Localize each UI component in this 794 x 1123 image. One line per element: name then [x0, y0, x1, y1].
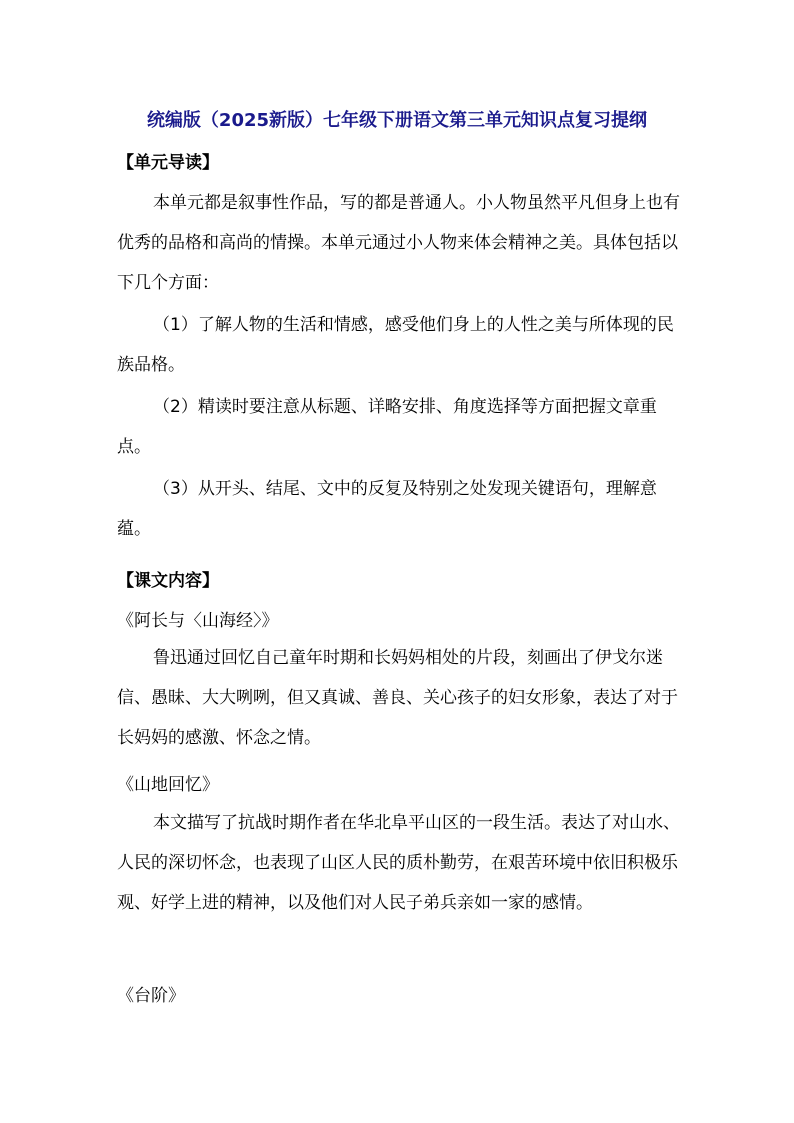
- section-heading-lesson-content: 【课文内容】: [117, 571, 219, 591]
- lesson-text-2: 本文描写了抗战时期作者在华北阜平山区的一段生活。表达了对山水、人民的深切怀念，也表现了山区人民的质朴勤劳，在艰苦环境中依旧积极乐观、好学上进的精神，以及他们对人民子弟兵亲如一家的感情。: [117, 813, 680, 913]
- unit-guide-point-1: （1）了解人物的生活和情感，感受他们身上的人性之美与所体现的民族品格。: [117, 315, 674, 375]
- document-title: 统编版（2025新版）七年级下册语文第三单元知识点复习提纲: [146, 110, 648, 131]
- lesson-title-2: 《山地回忆》: [117, 775, 219, 795]
- lesson-title-3: 《台阶》: [117, 986, 185, 1006]
- unit-guide-intro: 本单元都是叙事性作品，写的都是普通人。小人物虽然平凡但身上也有优秀的品格和高尚的情操。本单元通过小人物来体会精神之美。具体包括以下几个方面：: [117, 193, 680, 293]
- lesson-title-1: 《阿长与〈山海经〉》: [117, 611, 279, 631]
- section-heading-unit-guide: 【单元导读】: [117, 153, 219, 173]
- unit-guide-point-3: （3）从开头、结尾、文中的反复及特别之处发现关键语句，理解意蕴。: [117, 479, 657, 539]
- lesson-text-1: 鲁迅通过回忆自己童年时期和长妈妈相处的片段，刻画出了伊戈尔迷信、愚昧、大大咧咧，但又真诚、善良、关心孩子的妇女形象，表达了对于长妈妈的感激、怀念之情。: [117, 648, 678, 748]
- unit-guide-point-2: （2）精读时要注意从标题、详略安排、角度选择等方面把握文章重点。: [117, 397, 657, 457]
